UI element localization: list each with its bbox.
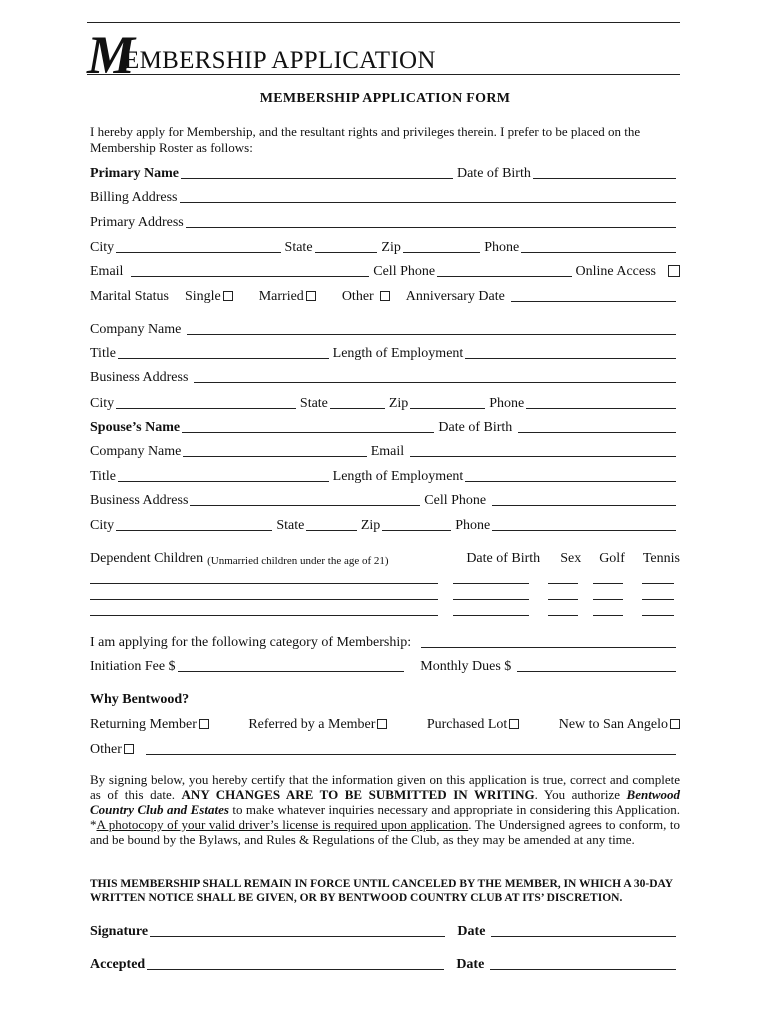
- row-spouse-title: [90, 467, 680, 485]
- city-field[interactable]: [116, 252, 280, 253]
- married-label: Married: [258, 289, 304, 304]
- spouse-company-field[interactable]: [183, 456, 366, 457]
- membership-category-label: I am applying for the following category of Membership:: [90, 635, 412, 650]
- row-marital-status: [90, 287, 680, 305]
- primary-dob-label: Date of Birth: [456, 166, 531, 181]
- accepted-date-label: Date: [456, 957, 485, 972]
- row-accepted: [90, 955, 680, 973]
- monthly-dues-field[interactable]: [517, 671, 676, 672]
- child-2-dob-field[interactable]: [453, 599, 529, 600]
- business-state-field[interactable]: [330, 408, 385, 409]
- primary-address-label: Primary Address: [90, 215, 184, 230]
- row-business-city: [90, 394, 680, 412]
- zip-field[interactable]: [403, 252, 480, 253]
- business-phone-field[interactable]: [526, 408, 676, 409]
- other-checkbox[interactable]: [380, 291, 390, 301]
- child-2-golf-field[interactable]: [593, 599, 623, 600]
- row-primary-name: [90, 164, 680, 182]
- certify-changes-in-writing: ANY CHANGES ARE TO BE SUBMITTED IN WRITING: [181, 787, 535, 802]
- billing-address-field[interactable]: [180, 202, 676, 203]
- membership-notice: THIS MEMBERSHIP SHALL REMAIN IN FORCE UNTIL CANCELED BY THE MEMBER, IN WHICH A 30-DAY WRITTEN NOTICE SHALL BE GIVEN, OR BY BENTWOOD COUNTRY CLUB AT ITS’ DISCRETION.: [90, 878, 673, 904]
- referred-label: Referred by a Member: [248, 717, 376, 732]
- spouse-name-label: Spouse’s Name: [90, 420, 181, 435]
- children-tennis-header: Tennis: [642, 551, 680, 566]
- spouse-city-field[interactable]: [116, 530, 272, 531]
- anniversary-field[interactable]: [511, 301, 676, 302]
- marital-other-option: [342, 289, 390, 305]
- business-phone-label: Phone: [489, 396, 525, 411]
- spouse-company-label: Company Name: [90, 444, 182, 459]
- row-primary-email: [90, 262, 680, 280]
- child-2-name-field[interactable]: [90, 599, 438, 600]
- referred-checkbox[interactable]: [377, 719, 387, 729]
- why-new-option: [559, 717, 680, 733]
- child-3-golf-field[interactable]: [593, 615, 623, 616]
- initiation-fee-field[interactable]: [178, 671, 405, 672]
- row-business-address: [90, 368, 680, 386]
- primary-name-field[interactable]: [181, 178, 453, 179]
- marital-status-label: Marital Status: [90, 289, 169, 304]
- cell-phone-label: Cell Phone: [373, 264, 436, 279]
- marital-single-option: [185, 289, 233, 305]
- spouse-phone-field[interactable]: [492, 530, 676, 531]
- business-zip-label: Zip: [388, 396, 409, 411]
- spouse-dob-field[interactable]: [518, 432, 676, 433]
- intro-text: I hereby apply for Membership, and the resultant rights and privileges therein. I prefer to be placed on the Membership Roster as follows:: [90, 124, 641, 155]
- child-3-sex-field[interactable]: [548, 615, 578, 616]
- row-signature: [90, 922, 680, 940]
- row-billing-address: [90, 188, 680, 206]
- purchased-label: Purchased Lot: [426, 717, 508, 732]
- returning-checkbox[interactable]: [199, 719, 209, 729]
- child-3-tennis-field[interactable]: [642, 615, 674, 616]
- marital-married-option: [259, 289, 316, 305]
- row-spouse-business: [90, 491, 680, 509]
- spouse-email-label: Email: [370, 444, 405, 459]
- employment-label: Length of Employment: [332, 346, 464, 361]
- row-children-header: [90, 549, 680, 567]
- spouse-city-label: City: [90, 518, 115, 533]
- spouse-name-field[interactable]: [182, 432, 434, 433]
- accepted-date-field[interactable]: [490, 969, 676, 970]
- child-1-sex-field[interactable]: [548, 583, 578, 584]
- signature-label: Signature: [90, 924, 149, 939]
- child-3-dob-field[interactable]: [453, 615, 529, 616]
- spouse-cell-field[interactable]: [492, 505, 676, 506]
- certify-text-3: to make whatever inquiries necessary and appropriate in considering this Application. *: [90, 802, 680, 832]
- why-other-checkbox[interactable]: [124, 744, 134, 754]
- title-label: Title: [90, 346, 116, 361]
- child-1-name-field[interactable]: [90, 583, 438, 584]
- billing-address-label: Billing Address: [90, 190, 178, 205]
- spouse-cell-label: Cell Phone: [424, 493, 487, 508]
- initiation-fee-label: Initiation Fee $: [90, 659, 176, 674]
- row-primary-city: [90, 238, 680, 256]
- new-to-san-angelo-label: New to San Angelo: [558, 717, 668, 732]
- spouse-phone-label: Phone: [455, 518, 491, 533]
- phone-field[interactable]: [521, 252, 676, 253]
- certify-text-4: . The Undersigned agrees to conform, to and be bound by the Bylaws, and Rules & Regulations of the Club, as they may be amended at any time.: [90, 817, 680, 847]
- spouse-state-label: State: [276, 518, 305, 533]
- email-field[interactable]: [131, 276, 369, 277]
- business-zip-field[interactable]: [410, 408, 485, 409]
- why-bentwood-heading: Why Bentwood?: [90, 692, 190, 707]
- married-checkbox[interactable]: [306, 291, 316, 301]
- certify-license-requirement: A photocopy of your valid driver’s license is required upon application: [96, 817, 469, 832]
- spouse-employment-field[interactable]: [465, 481, 676, 482]
- header-title: EMBERSHIP APPLICATION: [124, 47, 436, 74]
- form-header: [87, 25, 680, 85]
- primary-address-field[interactable]: [186, 227, 676, 228]
- business-city-label: City: [90, 396, 115, 411]
- business-address-label: Business Address: [90, 370, 189, 385]
- other-label: Other: [341, 289, 374, 304]
- primary-dob-field[interactable]: [533, 178, 676, 179]
- why-other-field[interactable]: [146, 754, 676, 755]
- child-1-tennis-field[interactable]: [642, 583, 674, 584]
- company-name-field[interactable]: [187, 334, 676, 335]
- spouse-email-field[interactable]: [410, 456, 676, 457]
- spouse-business-label: Business Address: [90, 493, 189, 508]
- state-field[interactable]: [315, 252, 378, 253]
- child-1-golf-field[interactable]: [593, 583, 623, 584]
- spouse-dob-label: Date of Birth: [438, 420, 513, 435]
- row-spouse-company: [90, 442, 680, 460]
- purchased-checkbox[interactable]: [509, 719, 519, 729]
- certification-paragraph: [90, 772, 680, 847]
- primary-name-label: Primary Name: [90, 166, 180, 181]
- signature-date-label: Date: [457, 924, 486, 939]
- child-2-sex-field[interactable]: [548, 599, 578, 600]
- returning-label: Returning Member: [90, 717, 197, 732]
- signature-field[interactable]: [150, 936, 445, 937]
- certify-text-1: By signing below, you hereby certify that the information given on this application is true, correct and complete as of this date.: [90, 772, 680, 802]
- certify-text-2: . You authorize: [534, 787, 627, 802]
- business-city-field[interactable]: [116, 408, 296, 409]
- spouse-business-field[interactable]: [190, 505, 420, 506]
- title-field[interactable]: [118, 358, 329, 359]
- cell-phone-field[interactable]: [437, 276, 571, 277]
- why-purchased-option: [427, 717, 519, 733]
- spouse-zip-label: Zip: [360, 518, 381, 533]
- email-label: Email: [90, 264, 124, 279]
- membership-category-field[interactable]: [421, 647, 676, 648]
- state-label: State: [284, 240, 313, 255]
- spouse-state-field[interactable]: [306, 530, 357, 531]
- accepted-label: Accepted: [90, 957, 146, 972]
- monthly-dues-label: Monthly Dues $: [420, 659, 512, 674]
- why-other-label: Other: [90, 742, 122, 757]
- anniversary-label: Anniversary Date: [405, 289, 505, 304]
- spouse-zip-field[interactable]: [382, 530, 451, 531]
- why-other-option: [90, 742, 134, 758]
- certify-club-name: Bentwood Country Club and Estates: [90, 787, 681, 817]
- city-label: City: [90, 240, 115, 255]
- row-company-name: [90, 320, 680, 338]
- row-membership-category: [90, 633, 680, 651]
- row-why-other: [90, 740, 680, 758]
- online-access-label: Online Access: [575, 264, 656, 279]
- header-initial-letter: M: [87, 25, 136, 85]
- form-title: MEMBERSHIP APPLICATION FORM: [259, 91, 511, 106]
- single-checkbox[interactable]: [223, 291, 233, 301]
- spouse-title-label: Title: [90, 469, 116, 484]
- accepted-field[interactable]: [147, 969, 444, 970]
- child-2-tennis-field[interactable]: [642, 599, 674, 600]
- children-golf-header: Golf: [599, 551, 625, 566]
- business-address-field[interactable]: [194, 382, 676, 383]
- row-spouse-name: [90, 418, 680, 436]
- row-primary-title: [90, 344, 680, 362]
- why-returning-option: [90, 717, 209, 733]
- row-spouse-city: [90, 516, 680, 534]
- phone-label: Phone: [484, 240, 520, 255]
- row-why-options: [90, 715, 680, 733]
- signature-date-field[interactable]: [491, 936, 676, 937]
- children-sex-header: Sex: [560, 551, 582, 566]
- children-dob-header: Date of Birth: [466, 551, 541, 566]
- row-primary-address: [90, 213, 680, 231]
- employment-field[interactable]: [465, 358, 676, 359]
- new-to-san-angelo-checkbox[interactable]: [670, 719, 680, 729]
- spouse-title-field[interactable]: [118, 481, 329, 482]
- why-referred-option: [248, 717, 387, 733]
- business-state-label: State: [299, 396, 328, 411]
- children-label: Dependent Children: [90, 551, 204, 566]
- child-3-name-field[interactable]: [90, 615, 438, 616]
- company-name-label: Company Name: [90, 322, 182, 337]
- row-fees: [90, 657, 680, 675]
- online-access-checkbox[interactable]: [668, 265, 680, 277]
- spouse-employment-label: Length of Employment: [332, 469, 464, 484]
- child-1-dob-field[interactable]: [453, 583, 529, 584]
- top-rule: [87, 22, 680, 23]
- row-why-heading: [90, 690, 680, 708]
- single-label: Single: [184, 289, 221, 304]
- children-note: (Unmarried children under the age of 21): [207, 555, 389, 567]
- zip-label: Zip: [381, 240, 401, 255]
